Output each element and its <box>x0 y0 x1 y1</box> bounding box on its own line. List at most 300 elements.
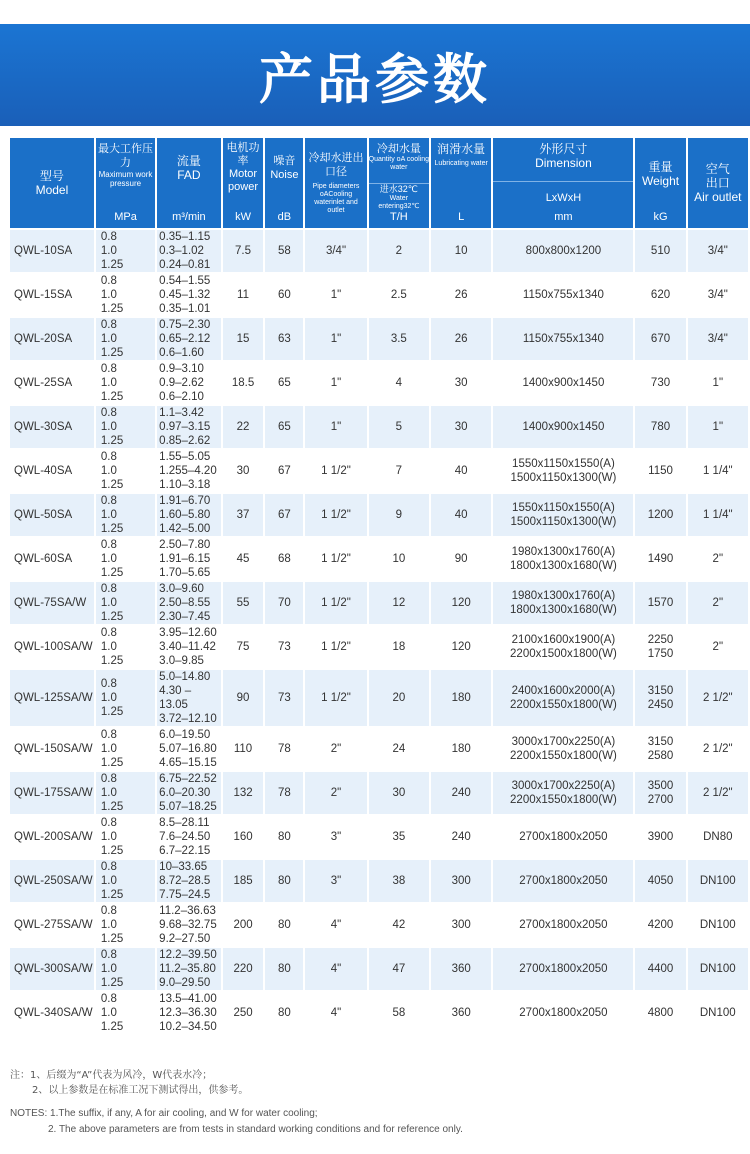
cell-weight <box>635 904 685 946</box>
cell-flow-line: 12.3–36.30 <box>159 1007 217 1019</box>
cell-pressure <box>96 450 155 492</box>
header-pressure: 最大工作压力 Maximum work pressure MPa <box>96 138 155 228</box>
cell-pressure-line: 1.0 <box>100 919 117 931</box>
cell-water: 9 <box>369 494 429 536</box>
cell-pressure-line: 0.8 <box>100 319 117 331</box>
cell-pressure-line: 1.25 <box>100 611 124 623</box>
cell-weight <box>635 538 685 580</box>
cell-weight-line: 4200 <box>647 919 674 931</box>
cell-pressure <box>96 860 155 902</box>
cell-pressure <box>96 318 155 360</box>
cell-flow-line: 9.2–27.50 <box>159 933 211 945</box>
cell-weight <box>635 318 685 360</box>
cell-noise: 80 <box>265 948 303 990</box>
cell-flow-line: 10–33.65 <box>159 861 208 873</box>
cell-pipe: 1" <box>305 274 366 316</box>
cell-dimension-line: 1980x1300x1760(A) <box>511 546 616 558</box>
cell-dimension-line: 1550x1150x1550(A) <box>512 502 615 514</box>
cell-flow <box>157 948 220 990</box>
cell-water: 5 <box>369 406 429 448</box>
cell-air: 2" <box>688 582 748 624</box>
cell-water: 10 <box>369 538 429 580</box>
cell-weight-line: 1750 <box>647 648 674 660</box>
cell-flow-line: 1.42–5.00 <box>159 523 211 535</box>
cell-weight-line: 2580 <box>647 750 674 762</box>
cell-lube: 40 <box>431 494 491 536</box>
cell-power: 11 <box>223 274 264 316</box>
cell-flow-line: 0.35–1.01 <box>159 303 211 315</box>
cell-flow <box>157 450 220 492</box>
header-flow: 流量 FAD m³/min <box>157 138 220 228</box>
parameters-table <box>8 136 750 1036</box>
cell-model: QWL-25SA <box>10 362 94 404</box>
cell-pipe: 1 1/2" <box>305 670 366 726</box>
cell-lube: 30 <box>431 406 491 448</box>
cell-pressure-line: 0.8 <box>100 363 117 375</box>
cell-flow-line: 2.50–8.55 <box>159 597 211 609</box>
cell-weight <box>635 816 685 858</box>
cell-flow <box>157 816 220 858</box>
title-banner <box>0 24 750 126</box>
cell-pressure-line: 0.8 <box>100 773 117 785</box>
cell-air: DN80 <box>688 816 748 858</box>
cell-pressure-line: 0.8 <box>100 231 117 243</box>
cell-flow-line: 7.6–24.50 <box>159 831 211 843</box>
cell-pressure-line: 1.25 <box>100 523 124 535</box>
cell-dimension-line: 1980x1300x1760(A) <box>511 590 616 602</box>
cell-air: 2" <box>688 538 748 580</box>
cell-weight-line: 730 <box>650 377 671 389</box>
cell-flow-line: 6.0–19.50 <box>159 729 211 741</box>
cell-flow-line: 5.07–16.80 <box>159 743 217 755</box>
cell-flow-line: 0.3–1.02 <box>159 245 204 257</box>
table-row <box>10 318 748 360</box>
cell-weight-line: 2700 <box>647 794 674 806</box>
cell-pressure-line: 0.8 <box>100 275 117 287</box>
cell-pressure-line: 1.0 <box>100 465 117 477</box>
cell-air: 3/4" <box>688 230 748 272</box>
cell-model: QWL-75SA/W <box>10 582 94 624</box>
cell-weight-line: 2450 <box>647 699 674 711</box>
note-cn-1: 注：1、后缀为“A”代表为风冷，W代表水冷； <box>10 1070 213 1081</box>
cell-model: QWL-200SA/W <box>10 816 94 858</box>
header-lube: 润滑水量 Lubricating water L <box>431 138 491 228</box>
cell-flow <box>157 992 220 1034</box>
cell-noise: 80 <box>265 992 303 1034</box>
cell-pressure-line: 1.0 <box>100 553 117 565</box>
cell-pressure-line: 0.8 <box>100 407 117 419</box>
cell-dimension <box>493 816 633 858</box>
cell-pressure-line: 0.8 <box>100 861 117 873</box>
cell-dimension-line: 1400x900x1450 <box>522 421 605 433</box>
cell-flow <box>157 230 220 272</box>
cell-pipe: 1 1/2" <box>305 538 366 580</box>
cell-flow-line: 0.9–2.62 <box>159 377 204 389</box>
cell-flow <box>157 538 220 580</box>
cell-flow <box>157 772 220 814</box>
cell-air: 2 1/2" <box>688 670 748 726</box>
cell-water: 2 <box>369 230 429 272</box>
cell-pressure-line: 1.25 <box>100 303 124 315</box>
table-row <box>10 860 748 902</box>
cell-flow <box>157 860 220 902</box>
cell-dimension-line: 2200x1550x1800(W) <box>510 750 617 762</box>
cell-pipe: 1" <box>305 406 366 448</box>
cell-pressure-line: 1.25 <box>100 757 124 769</box>
cell-flow-line: 11.2–36.63 <box>159 905 216 917</box>
header-pipe: 冷却水进出口径 Pipe diameters oACooling waterinlet and outlet <box>305 138 366 228</box>
cell-model: QWL-10SA <box>10 230 94 272</box>
cell-air: 2" <box>688 626 748 668</box>
cell-flow-line: 0.24–0.81 <box>159 259 211 271</box>
cell-pipe: 4" <box>305 948 366 990</box>
cell-lube: 26 <box>431 274 491 316</box>
notes-english <box>10 1106 463 1138</box>
cell-dimension-line: 1550x1150x1550(A) <box>512 458 615 470</box>
cell-water: 47 <box>369 948 429 990</box>
cell-water: 4 <box>369 362 429 404</box>
cell-pressure-line: 1.0 <box>100 245 117 257</box>
cell-weight-line: 3900 <box>647 831 674 843</box>
cell-power: 160 <box>223 816 264 858</box>
cell-noise: 63 <box>265 318 303 360</box>
cell-lube: 120 <box>431 626 491 668</box>
cell-pressure-line: 0.8 <box>100 949 117 961</box>
cell-flow-line: 13.5–41.00 <box>159 993 217 1005</box>
cell-flow-line: 4.65–15.15 <box>159 757 217 769</box>
cell-dimension <box>493 362 633 404</box>
cell-noise: 60 <box>265 274 303 316</box>
cell-water: 20 <box>369 670 429 726</box>
cell-pressure <box>96 538 155 580</box>
cell-pipe: 1 1/2" <box>305 450 366 492</box>
cell-pressure-line: 1.25 <box>100 801 124 813</box>
table-row <box>10 274 748 316</box>
cell-air: DN100 <box>688 860 748 902</box>
cell-lube: 300 <box>431 904 491 946</box>
cell-flow <box>157 406 220 448</box>
cell-weight-line: 4400 <box>647 963 674 975</box>
cell-pressure-line: 1.25 <box>100 655 124 667</box>
cell-model: QWL-30SA <box>10 406 94 448</box>
cell-water: 38 <box>369 860 429 902</box>
cell-flow <box>157 626 220 668</box>
cell-flow-line: 5.07–18.25 <box>159 801 217 813</box>
cell-power: 18.5 <box>223 362 264 404</box>
cell-pressure-line: 1.25 <box>100 347 124 359</box>
cell-model: QWL-15SA <box>10 274 94 316</box>
cell-pressure-line: 0.8 <box>100 495 117 507</box>
cell-power: 30 <box>223 450 264 492</box>
cell-pressure-line: 1.0 <box>100 743 117 755</box>
cell-dimension-line: 2200x1500x1800(W) <box>510 648 617 660</box>
cell-dimension <box>493 728 633 770</box>
cell-flow-line: 6.7–22.15 <box>159 845 211 857</box>
cell-dimension <box>493 582 633 624</box>
cell-weight <box>635 860 685 902</box>
cell-weight-line: 1570 <box>647 597 674 609</box>
cell-air: 1 1/4" <box>688 450 748 492</box>
cell-pressure-line: 1.0 <box>100 692 117 704</box>
table-row <box>10 362 748 404</box>
table-row <box>10 772 748 814</box>
cell-flow-line: 3.0–9.60 <box>159 583 204 595</box>
cell-flow <box>157 274 220 316</box>
cell-weight <box>635 626 685 668</box>
table-row <box>10 816 748 858</box>
cell-dimension <box>493 406 633 448</box>
cell-dimension <box>493 494 633 536</box>
header-dimension: 外形尺寸 Dimension LxWxH mm <box>493 138 633 228</box>
cell-weight-line: 4050 <box>647 875 674 887</box>
cell-pressure <box>96 582 155 624</box>
cell-power: 185 <box>223 860 264 902</box>
cell-pressure-line: 1.0 <box>100 641 117 653</box>
cell-dimension-line: 2700x1800x2050 <box>519 963 608 975</box>
cell-pressure <box>96 626 155 668</box>
cell-flow-line: 6.75–22.52 <box>159 773 217 785</box>
cell-flow-line: 8.72–28.5 <box>159 875 211 887</box>
cell-dimension <box>493 904 633 946</box>
cell-flow <box>157 318 220 360</box>
page-title: 产品参数 <box>259 47 491 111</box>
cell-pipe: 1 1/2" <box>305 626 366 668</box>
cell-power: 250 <box>223 992 264 1034</box>
cell-lube: 180 <box>431 728 491 770</box>
cell-flow-line: 1.91–6.15 <box>159 553 211 565</box>
cell-power: 110 <box>223 728 264 770</box>
cell-noise: 65 <box>265 406 303 448</box>
cell-flow-line: 12.2–39.50 <box>159 949 217 961</box>
cell-dimension-line: 1400x900x1450 <box>522 377 605 389</box>
cell-water: 12 <box>369 582 429 624</box>
cell-water: 58 <box>369 992 429 1034</box>
cell-pressure-line: 1.0 <box>100 421 117 433</box>
cell-weight-line: 670 <box>650 333 671 345</box>
cell-air: DN100 <box>688 904 748 946</box>
cell-pressure-line: 1.0 <box>100 787 117 799</box>
cell-pressure-line: 1.25 <box>100 889 124 901</box>
cell-noise: 80 <box>265 816 303 858</box>
cell-noise: 78 <box>265 772 303 814</box>
header-water: 冷却水量 Quantity oA cooling water 进水32℃ Water entering32℃ T/H <box>369 138 429 228</box>
header-noise: 噪音 Noise dB <box>265 138 303 228</box>
cell-water: 42 <box>369 904 429 946</box>
cell-power: 45 <box>223 538 264 580</box>
cell-lube: 10 <box>431 230 491 272</box>
cell-weight-line: 1150 <box>648 465 673 477</box>
cell-pressure-line: 1.25 <box>100 933 124 945</box>
table-row <box>10 626 748 668</box>
cell-pressure-line: 0.8 <box>100 678 117 690</box>
cell-dimension <box>493 948 633 990</box>
table-row <box>10 538 748 580</box>
cell-pressure-line: 1.0 <box>100 875 117 887</box>
cell-pressure-line: 1.25 <box>100 435 124 447</box>
cell-pipe: 3" <box>305 816 366 858</box>
header-power: 电机功率 Motor power kW <box>223 138 264 228</box>
table-row <box>10 582 748 624</box>
table-row <box>10 406 748 448</box>
cell-water: 3.5 <box>369 318 429 360</box>
cell-power: 132 <box>223 772 264 814</box>
cell-weight-line: 4800 <box>647 1007 674 1019</box>
cell-dimension-line: 1150x755x1340 <box>522 289 604 301</box>
table-row <box>10 728 748 770</box>
cell-flow-line: 0.9–3.10 <box>159 363 204 375</box>
cell-air: 3/4" <box>688 274 748 316</box>
cell-weight-line: 510 <box>650 245 671 257</box>
cell-dimension-line: 2700x1800x2050 <box>519 919 608 931</box>
cell-flow-line: 0.97–3.15 <box>159 421 211 433</box>
cell-pressure-line: 0.8 <box>100 451 117 463</box>
cell-flow-line: 9.68–32.75 <box>159 919 217 931</box>
cell-air: 1" <box>688 362 748 404</box>
cell-dimension-line: 2100x1600x1900(A) <box>511 634 616 646</box>
cell-lube: 30 <box>431 362 491 404</box>
cell-dimension-line: 1800x1300x1680(W) <box>510 560 617 572</box>
cell-pressure-line: 1.0 <box>100 333 117 345</box>
cell-dimension <box>493 538 633 580</box>
cell-pressure-line: 0.8 <box>100 583 117 595</box>
cell-flow-line: 1.70–5.65 <box>159 567 211 579</box>
cell-pressure-line: 1.0 <box>100 289 117 301</box>
cell-flow-line: 0.45–1.32 <box>159 289 211 301</box>
cell-air: DN100 <box>688 948 748 990</box>
cell-pressure <box>96 494 155 536</box>
cell-flow-line: 4.30 – 13.05 <box>159 685 192 711</box>
cell-flow-line: 0.54–1.55 <box>159 275 211 287</box>
header-air-outlet: 空气出口 Air outlet <box>688 138 748 228</box>
cell-pressure <box>96 904 155 946</box>
cell-dimension <box>493 670 633 726</box>
cell-noise: 78 <box>265 728 303 770</box>
cell-weight <box>635 274 685 316</box>
cell-air: 3/4" <box>688 318 748 360</box>
cell-water: 24 <box>369 728 429 770</box>
cell-pressure-line: 1.25 <box>100 977 124 989</box>
header-model: 型号 Model <box>10 138 94 228</box>
cell-pressure-line: 1.25 <box>100 259 124 271</box>
cell-noise: 73 <box>265 626 303 668</box>
cell-dimension-line: 1150x755x1340 <box>522 333 604 345</box>
cell-pressure-line: 0.8 <box>100 905 117 917</box>
cell-power: 220 <box>223 948 264 990</box>
cell-noise: 73 <box>265 670 303 726</box>
cell-dimension <box>493 274 633 316</box>
cell-pipe: 1 1/2" <box>305 582 366 624</box>
cell-pipe: 1" <box>305 318 366 360</box>
cell-weight <box>635 230 685 272</box>
cell-flow-line: 3.72–12.10 <box>159 713 217 725</box>
cell-flow-line: 3.40–11.42 <box>159 641 216 653</box>
cell-pressure <box>96 816 155 858</box>
cell-flow-line: 0.6–2.10 <box>159 391 204 403</box>
cell-lube: 240 <box>431 816 491 858</box>
cell-pipe: 3/4" <box>305 230 366 272</box>
table-row <box>10 670 748 726</box>
cell-flow-line: 2.30–7.45 <box>159 611 211 623</box>
cell-lube: 26 <box>431 318 491 360</box>
cell-noise: 80 <box>265 860 303 902</box>
cell-model: QWL-340SA/W <box>10 992 94 1034</box>
cell-pressure-line: 1.0 <box>100 377 117 389</box>
table-row <box>10 230 748 272</box>
cell-weight <box>635 362 685 404</box>
cell-water: 18 <box>369 626 429 668</box>
cell-model: QWL-60SA <box>10 538 94 580</box>
table-row <box>10 494 748 536</box>
cell-lube: 180 <box>431 670 491 726</box>
cell-flow-line: 7.75–24.5 <box>159 889 211 901</box>
cell-noise: 68 <box>265 538 303 580</box>
cell-pressure <box>96 230 155 272</box>
cell-lube: 120 <box>431 582 491 624</box>
cell-flow-line: 10.2–34.50 <box>159 1021 217 1033</box>
cell-power: 200 <box>223 904 264 946</box>
cell-pressure-line: 1.25 <box>100 567 124 579</box>
cell-weight <box>635 728 685 770</box>
cell-pressure <box>96 670 155 726</box>
cell-pressure-line: 1.0 <box>100 963 117 975</box>
cell-dimension-line: 3000x1700x2250(A) <box>511 780 616 792</box>
cell-noise: 80 <box>265 904 303 946</box>
cell-dimension-line: 800x800x1200 <box>525 245 602 257</box>
cell-dimension-line: 2400x1600x2000(A) <box>511 685 616 697</box>
cell-dimension-line: 2200x1550x1800(W) <box>510 794 617 806</box>
cell-dimension <box>493 626 633 668</box>
table-row <box>10 904 748 946</box>
cell-pressure-line: 1.0 <box>100 509 117 521</box>
cell-lube: 40 <box>431 450 491 492</box>
cell-pressure <box>96 728 155 770</box>
cell-model: QWL-250SA/W <box>10 860 94 902</box>
cell-noise: 67 <box>265 450 303 492</box>
cell-pressure <box>96 274 155 316</box>
cell-lube: 360 <box>431 948 491 990</box>
cell-model: QWL-175SA/W <box>10 772 94 814</box>
cell-water: 7 <box>369 450 429 492</box>
cell-power: 7.5 <box>223 230 264 272</box>
cell-dimension-line: 2200x1550x1800(W) <box>510 699 617 711</box>
cell-air: DN100 <box>688 992 748 1034</box>
cell-weight-line: 3150 <box>647 736 674 748</box>
cell-weight <box>635 948 685 990</box>
cell-flow-line: 3.95–12.60 <box>159 627 217 639</box>
cell-flow-line: 11.2–35.80 <box>159 963 216 975</box>
cell-pressure-line: 1.25 <box>100 845 124 857</box>
cell-weight <box>635 772 685 814</box>
cell-flow-line: 1.10–3.18 <box>159 479 211 491</box>
cell-model: QWL-275SA/W <box>10 904 94 946</box>
cell-pressure-line: 1.0 <box>100 831 117 843</box>
cell-dimension <box>493 772 633 814</box>
cell-pressure <box>96 362 155 404</box>
cell-pipe: 4" <box>305 992 366 1034</box>
cell-pressure-line: 1.25 <box>100 391 124 403</box>
cell-dimension-line: 2700x1800x2050 <box>519 875 608 887</box>
cell-water: 35 <box>369 816 429 858</box>
note-en-1: NOTES: 1.The suffix, if any, A for air cooling, and W for water cooling; <box>10 1108 318 1119</box>
cell-weight-line: 1490 <box>647 553 674 565</box>
cell-power: 22 <box>223 406 264 448</box>
cell-weight-line: 2250 <box>647 634 674 646</box>
cell-lube: 90 <box>431 538 491 580</box>
cell-noise: 67 <box>265 494 303 536</box>
cell-weight <box>635 992 685 1034</box>
cell-power: 55 <box>223 582 264 624</box>
cell-flow <box>157 728 220 770</box>
